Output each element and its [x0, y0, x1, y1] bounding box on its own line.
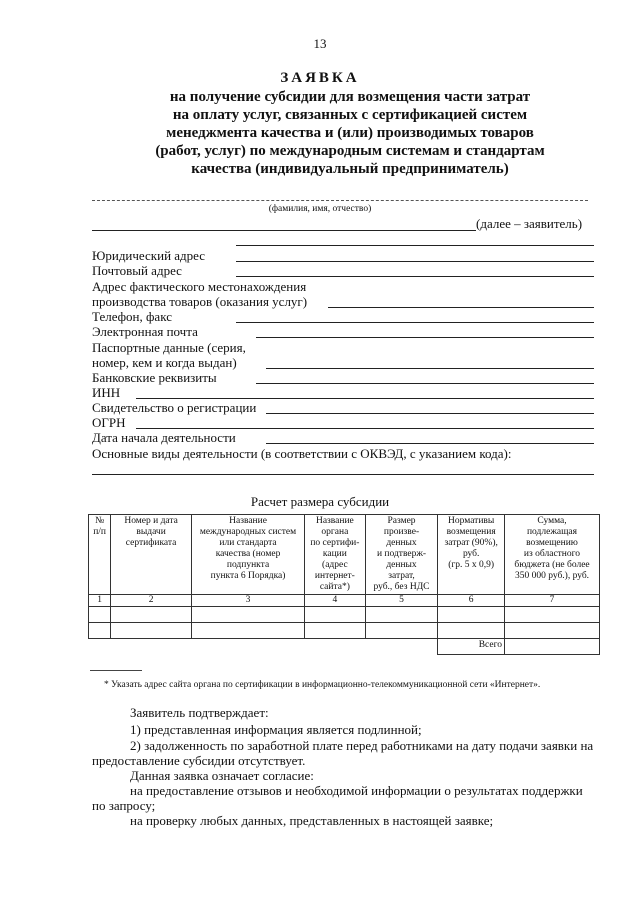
activities-label: Основные виды деятельности (в соответствии с ОКВЭД, с указанием кода): [92, 446, 512, 461]
subtitle-line: (работ, услуг) по международным системам и стандартам [155, 143, 545, 159]
consent-item-1-cont: по запросу; [92, 798, 156, 813]
table-cell[interactable] [305, 607, 366, 623]
consent-intro: Данная заявка означает согласие: [130, 768, 314, 783]
col-header-costs: Размер произве- денных и подтверж- денных затрат, руб., без НДС [365, 515, 438, 595]
table-row [89, 607, 600, 623]
confirm-intro: Заявитель подтверждает: [130, 705, 269, 720]
col-header-certificate: Номер и дата выдачи сертификата [111, 515, 192, 595]
inn-field[interactable] [136, 398, 594, 399]
confirm-item-2-cont: предоставление субсидии отсутствует. [92, 753, 306, 768]
table-cell[interactable] [191, 623, 304, 639]
table-cell[interactable] [191, 607, 304, 623]
passport-label-cont: номер, кем и когда выдан) [92, 355, 237, 370]
registration-cert-label: Свидетельство о регистрации [92, 400, 257, 415]
table-cell[interactable] [89, 623, 111, 639]
table-cell[interactable] [438, 607, 505, 623]
total-row [89, 639, 600, 655]
column-number: 2 [111, 595, 192, 607]
bank-details-label: Банковские реквизиты [92, 370, 217, 385]
table-cell[interactable] [438, 623, 505, 639]
name-caption: (фамилия, имя, отчество) [268, 204, 372, 214]
inn-label: ИНН [92, 385, 121, 400]
passport-field[interactable] [266, 368, 594, 369]
table-cell[interactable] [505, 623, 600, 639]
column-number: 6 [438, 595, 505, 607]
subsidy-calc-table [88, 514, 600, 655]
total-label: Всего [438, 639, 505, 655]
bank-details-field[interactable] [256, 383, 594, 384]
ogrn-field[interactable] [136, 428, 594, 429]
passport-label: Паспортные данные (серия, [92, 340, 246, 355]
start-date-field[interactable] [266, 443, 594, 444]
applicant-continuation-line[interactable] [92, 230, 476, 231]
applicant-suffix: (далее – заявитель) [476, 216, 583, 231]
actual-address-label: Адрес фактического местонахождения [92, 279, 307, 294]
confirm-item-1: 1) представленная информация является подлинной; [130, 722, 422, 737]
column-number: 4 [305, 595, 366, 607]
column-number: 1 [89, 595, 111, 607]
table-cell[interactable] [365, 623, 438, 639]
email-field[interactable] [256, 337, 594, 338]
start-date-label: Дата начала деятельности [92, 430, 236, 445]
document-title: ЗАЯВКА [280, 70, 360, 86]
document-subtitle [60, 88, 640, 178]
consent-item-1: на предоставление отзывов и необходимой информации о результатах поддержки [130, 783, 583, 798]
subtitle-line: на оплату услуг, связанных с сертификацией систем [172, 107, 528, 123]
col-header-norms: Нормативы возмещения затрат (90%), руб. (гр. 5 х 0,9) [438, 515, 505, 595]
ogrn-label: ОГРН [92, 415, 126, 430]
table-cell[interactable] [505, 607, 600, 623]
activities-field[interactable] [92, 474, 594, 475]
column-number: 5 [365, 595, 438, 607]
page-number: 13 [313, 36, 327, 51]
column-number: 3 [191, 595, 304, 607]
subtitle-line: на получение субсидии для возмещения части затрат [169, 89, 531, 105]
footnote-divider [90, 670, 142, 671]
column-number: 7 [505, 595, 600, 607]
table-cell[interactable] [89, 607, 111, 623]
subtitle-line: менеджмента качества и (или) производимых товаров [166, 125, 534, 141]
col-header-standard: Название международных систем или стандарта качества (номер подпункта пункта 6 Порядка) [191, 515, 304, 595]
col-header-num: № п/п [89, 515, 111, 595]
phone-fax-label: Телефон, факс [92, 309, 172, 324]
consent-item-2: на проверку любых данных, представленных в настоящей заявке; [130, 813, 494, 828]
phone-fax-field[interactable] [236, 322, 594, 323]
confirm-item-2: 2) задолженность по заработной плате перед работниками на дату подачи заявки на [130, 738, 594, 753]
table-cell[interactable] [111, 607, 192, 623]
postal-address-label: Почтовый адрес [92, 263, 182, 278]
col-header-cert-body: Название органа по сертифи- кации (адрес интернет- сайта*) [305, 515, 366, 595]
legal-address-label: Юридический адрес [92, 248, 206, 263]
table-row [89, 623, 600, 639]
total-spacer [89, 639, 438, 655]
email-label: Электронная почта [92, 324, 198, 339]
registration-cert-field[interactable] [266, 413, 594, 414]
legal-address-field[interactable] [236, 261, 594, 262]
table-header-row [89, 515, 600, 595]
calc-section-title: Расчет размера субсидии [250, 494, 390, 509]
actual-address-field[interactable] [328, 307, 594, 308]
column-number-row [89, 595, 600, 607]
total-value-cell[interactable] [505, 639, 600, 655]
col-header-sum: Сумма, подлежащая возмещению из областного бюджета (не более 350 000 руб.), руб. [505, 515, 600, 595]
table-cell[interactable] [111, 623, 192, 639]
footnote: * Указать адрес сайта органа по сертификации в информационно-телекоммуникационной сети «Интернет». [104, 680, 541, 690]
blank-line[interactable] [236, 245, 594, 246]
postal-address-field[interactable] [236, 276, 594, 277]
applicant-name-line[interactable] [92, 200, 588, 201]
table-cell[interactable] [305, 623, 366, 639]
table-cell[interactable] [365, 607, 438, 623]
subtitle-line: качества (индивидуальный предприниматель) [191, 161, 509, 177]
actual-address-label-cont: производства товаров (оказания услуг) [92, 294, 308, 309]
